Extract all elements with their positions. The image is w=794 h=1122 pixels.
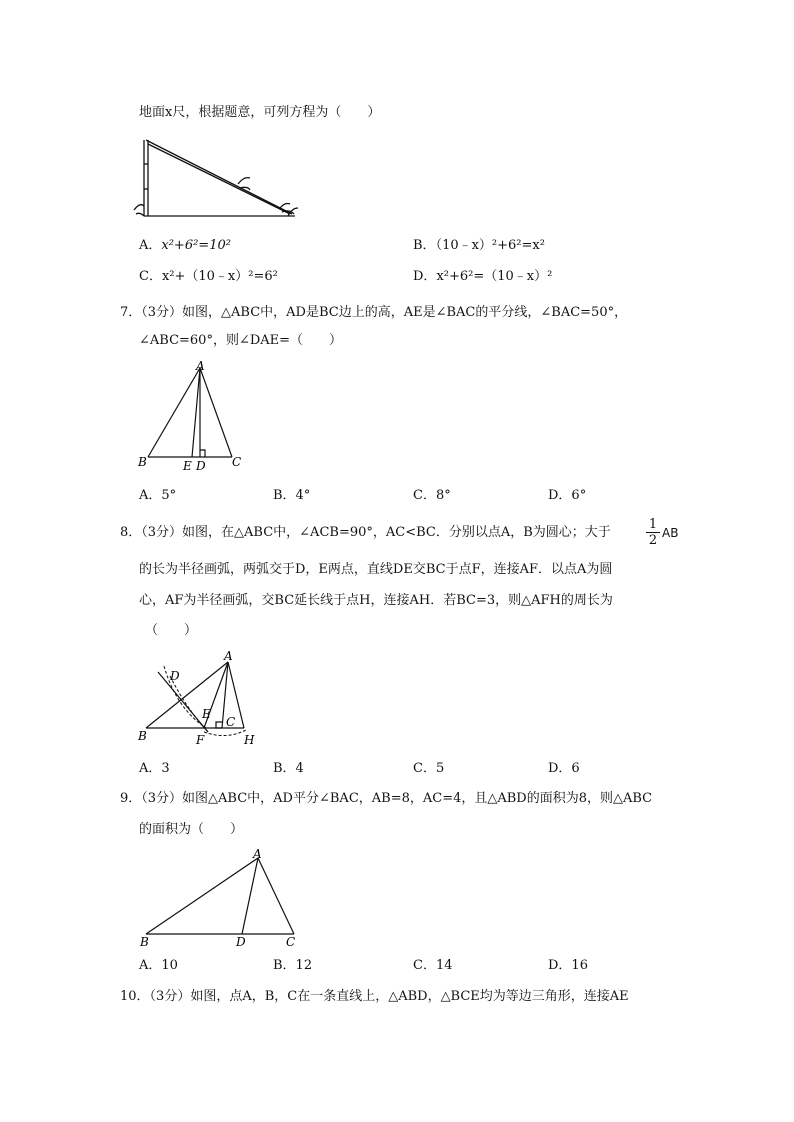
q7-option-c[interactable]: C．8° [413, 488, 451, 503]
q8-option-d[interactable]: D．6 [548, 761, 580, 776]
label-d: D [170, 669, 180, 683]
label-h: H [244, 733, 255, 747]
label-b: B [140, 935, 149, 949]
q7-line1: 7．（3分）如图，△ABC中，AD是BC边上的高，AE是∠BAC的平分线，∠BAC=50°， [120, 305, 628, 320]
label-c: C [286, 935, 296, 949]
q6-option-b[interactable]: B．（10﹣x）²+6²=x² [413, 238, 545, 253]
label-f: F [196, 733, 205, 747]
side-ab [146, 858, 258, 934]
q6-bamboo-figure [130, 134, 310, 224]
q8-line4: （ ） [145, 623, 198, 638]
bisector-ae [192, 368, 200, 457]
q8-fraction-tail: AB [662, 526, 679, 540]
label-a: A [224, 649, 233, 663]
q6-stem-tail: 地面x尺，根据题意，可列方程为（ ） [139, 105, 381, 120]
q9-option-b[interactable]: B．12 [273, 958, 313, 973]
label-e: E [183, 459, 192, 473]
broken-top-line [146, 140, 292, 214]
q9-line1: 9．（3分）如图△ABC中，AD平分∠BAC，AB=8，AC=4，且△ABD的面积为8，则△ABC [120, 791, 653, 806]
q7-option-d[interactable]: D．6° [548, 488, 587, 503]
q8-line2: 的长为半径画弧，两弧交于D，E两点，直线DE交BC于点F，连接AF．以点A为圆 [139, 562, 613, 577]
q7-triangle-figure [136, 359, 256, 473]
q8-line3: 心，AF为半径画弧，交BC延长线于点H，连接AH．若BC=3，则△AFH的周长为 [139, 593, 613, 608]
label-e: E [202, 707, 211, 721]
side-ac [200, 368, 232, 457]
q8-line1: 8．（3分）如图，在△ABC中，∠ACB=90°，AC<BC．分别以点A，B为圆心；大于 [120, 525, 611, 540]
q9-option-a[interactable]: A．10 [139, 958, 178, 973]
q8-option-c[interactable]: C．5 [413, 761, 445, 776]
q7-option-b[interactable]: B．4° [273, 488, 311, 503]
q6-option-c[interactable]: C．x²+（10﹣x）²=6² [139, 269, 278, 284]
q9-triangle-figure [136, 844, 316, 954]
label-a: A [196, 359, 205, 373]
q7-line2: ∠ABC=60°，则∠DAE=（ ） [139, 333, 343, 348]
frac-denominator: 2 [648, 533, 658, 548]
label-b: B [138, 729, 147, 743]
q8-option-a[interactable]: A．3 [139, 761, 170, 776]
label-c: C [226, 715, 236, 729]
q9-option-c[interactable]: C．14 [413, 958, 453, 973]
q7-option-a[interactable]: A．5° [139, 488, 177, 503]
leaf-icon [134, 205, 144, 216]
side-ab [148, 368, 200, 457]
frac-numerator: 1 [648, 517, 658, 532]
q8-fraction [646, 518, 660, 547]
q6-option-d[interactable]: D．x²+6²=（10﹣x）² [413, 269, 553, 284]
label-d: D [236, 935, 246, 949]
label-a: A [253, 847, 262, 861]
label-c: C [232, 455, 242, 469]
q10-line1: 10．（3分）如图，点A，B，C在一条直线上，△ABD，△BCE均为等边三角形，连接AE [120, 989, 629, 1004]
label-d: D [196, 459, 206, 473]
label-b: B [138, 455, 147, 469]
side-ac [258, 858, 294, 934]
q9-line2: 的面积为（ ） [139, 822, 244, 837]
q6-option-a[interactable]: A．x²+6²=10² [139, 238, 231, 253]
q8-option-b[interactable]: B．4 [273, 761, 304, 776]
q9-option-d[interactable]: D．16 [548, 958, 588, 973]
bisector-ad [242, 858, 258, 934]
right-angle-mark [200, 450, 205, 457]
q8-construction-figure [136, 648, 276, 748]
arc-af [204, 730, 246, 736]
